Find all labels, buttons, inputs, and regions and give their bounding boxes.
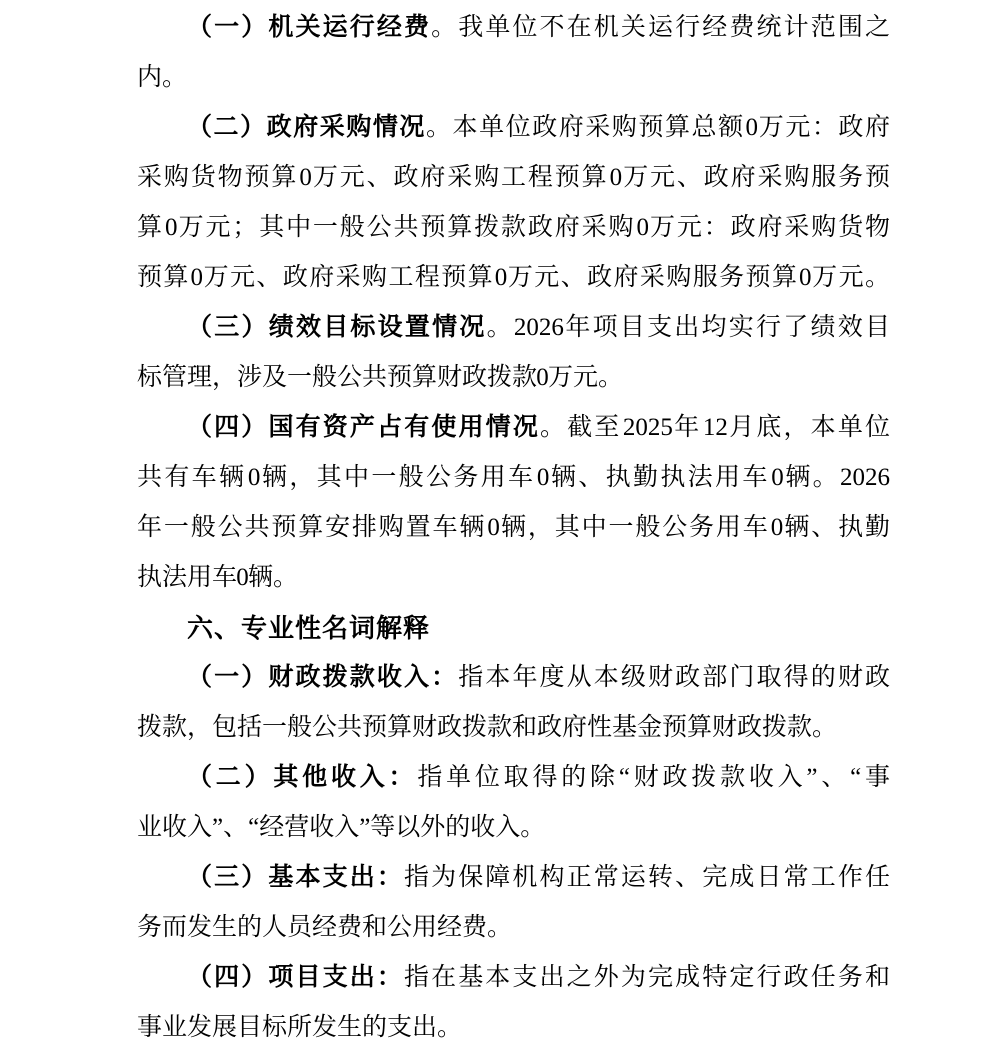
text-segment: 共有车辆 0 辆，其中一般公务用车 0 辆、执勤执法用车 0 辆。2026	[137, 464, 890, 491]
text-line	[137, 53, 890, 103]
text-line	[137, 153, 890, 203]
text-line	[137, 853, 890, 903]
text-line	[137, 1003, 890, 1053]
text-segment: 算 0 万元；其中一般公共预算拨款政府采购 0 万元：政府采购货物	[137, 214, 890, 241]
text-segment: 。我单位不在机关运行经费统计范围之	[431, 14, 890, 41]
document-body	[137, 3, 890, 1053]
lead-in-text-segment: （四）国有资产占有使用情况	[187, 414, 540, 441]
text-line	[137, 303, 890, 353]
text-segment: 标管理，涉及一般公共预算财政拨款 0 万元。	[137, 364, 624, 391]
text-segment: 拨款，包括一般公共预算财政拨款和政府性基金预算财政拨款。	[137, 714, 838, 741]
text-line	[137, 553, 890, 603]
text-line	[137, 903, 890, 953]
lead-in-text-segment: （二）政府采购情况	[187, 114, 426, 141]
text-line	[137, 703, 890, 753]
text-line	[137, 353, 890, 403]
lead-in-text-segment: （三）基本支出：	[187, 864, 404, 891]
text-line	[137, 203, 890, 253]
lead-in-text-segment: （一）财政拨款收入：	[187, 664, 459, 691]
text-line	[137, 503, 890, 553]
text-line	[137, 753, 890, 803]
lead-in-text-segment: （三）绩效目标设置情况	[187, 314, 487, 341]
text-segment: 指本年度从本级财政部门取得的财政	[458, 664, 890, 691]
section-heading	[137, 603, 890, 653]
text-segment: 采购货物预算 0 万元、政府采购工程预算 0 万元、政府采购服务预	[137, 164, 890, 191]
lead-in-text-segment: （一）机关运行经费	[187, 14, 432, 41]
text-segment: 指单位取得的除“财政拨款收入”、“事	[417, 764, 890, 791]
text-line	[137, 3, 890, 53]
lead-in-text-segment: 六、专业性名词解释	[187, 613, 431, 643]
text-segment: 指为保障机构正常运转、完成日常工作任	[403, 864, 890, 891]
text-segment: 指在基本支出之外为完成特定行政任务和	[403, 964, 890, 991]
text-line	[137, 253, 890, 303]
text-line	[137, 403, 890, 453]
text-segment: 预算 0 万元、政府采购工程预算 0 万元、政府采购服务预算 0 万元。	[137, 264, 890, 291]
text-line	[137, 103, 890, 153]
text-line	[137, 653, 890, 703]
lead-in-text-segment: （二）其他收入：	[187, 764, 418, 791]
text-segment: 执法用车 0 辆。	[137, 564, 299, 591]
text-segment: 业收入”、“经营收入”等以外的收入。	[137, 814, 546, 841]
text-segment: 内。	[137, 64, 188, 91]
text-segment: 。本单位政府采购预算总额 0 万元：政府	[426, 114, 890, 141]
text-segment: 务而发生的人员经费和公用经费。	[137, 914, 513, 941]
text-line	[137, 953, 890, 1003]
text-segment: 年一般公共预算安排购置车辆 0 辆，其中一般公务用车 0 辆、执勤	[137, 514, 890, 541]
lead-in-text-segment: （四）项目支出：	[187, 964, 404, 991]
text-segment: 。2026 年项目支出均实行了绩效目	[486, 314, 890, 341]
text-line	[137, 453, 890, 503]
text-segment: 。截至 2025 年 12 月底，本单位	[540, 414, 890, 441]
text-segment: 事业发展目标所发生的支出。	[137, 1014, 463, 1041]
text-line	[137, 803, 890, 853]
